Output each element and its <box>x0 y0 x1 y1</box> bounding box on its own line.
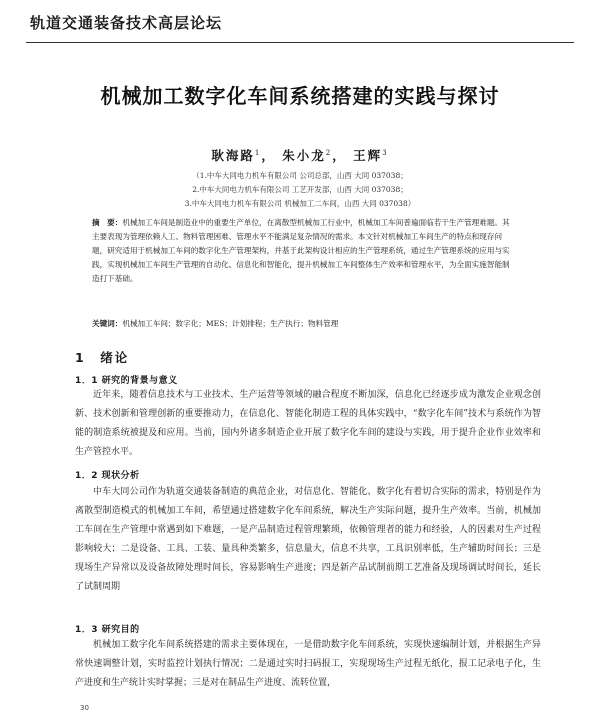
running-header: 轨道交通装备技术高层论坛 <box>30 14 223 32</box>
author-mark: 2 <box>325 148 333 157</box>
author-list <box>0 146 600 164</box>
keywords-label: 关键词： <box>92 319 123 328</box>
author-name: 朱小龙 <box>282 148 326 163</box>
subsection-heading: 1．1 研究的背景与意义 <box>75 376 178 386</box>
subsection-heading: 1．3 研究目的 <box>75 625 140 635</box>
subsection-heading: 1．2 现状分析 <box>75 471 140 481</box>
page-number: 30 <box>80 704 89 712</box>
author-name: 耿海路 <box>211 148 255 163</box>
affiliation-line: （1.中车大同电力机车有限公司 公司总部，山西 大同 037038； <box>192 171 408 180</box>
author-mark: 3 <box>382 148 389 157</box>
body-paragraph: 近年来，随着信息技术与工业技术、生产运营等领域的融合程度不断加深，信息化已经逐步成为激发企业观念创新、技术创新和管理创新的重要推动力，在信息化、智能化制造工程的具体实践中，“数字化车间”技术与系统作为智能的制造系统被提及和应用。当前，国内外诸多制造企业开展了数字化车间的建设与实践，用于提升企业作业效率和生产管控水平。 <box>75 390 541 457</box>
affiliation-line: 2.中车大同电力机车有限公司 工艺开发部，山西 大同 037038； <box>192 185 408 194</box>
author-separator: ， <box>261 148 276 163</box>
body-paragraph: 机械加工数字化车间系统搭建的需求主要体现在，一是借助数字化车间系统，实现快速编制计划，并根据生产异常快速调整计划，实时监控计划执行情况；二是通过实时扫码报工，实现现场生产过程无纸化，报工记录电子化，生产进度和生产统计实时掌握；三是对在制品生产进度、流转位置， <box>75 640 541 688</box>
abstract-text: 机械加工车间是制造业中的重要生产单位，在离散型机械加工行业中，机械加工车间普遍面临若干生产管理难题。其主要表现为管理依赖人工、物料管理困难、管理水平不能满足复杂情况的需求。本文针对机械加工车间生产的特点和现存问题，研究适用于机械加工车间的数字化生产管理架构，并基于此架构设计相应的生产管理系统，通过生产管理系统的应用与实践，实现机械加工车间生产管理的自动化、信息化和智能化，提升机械加工车间整体生产效率和管理水平，为全面实施智能制造打下基础。 <box>92 218 510 283</box>
abstract-label: 摘 要： <box>92 218 123 227</box>
author-mark: 1 <box>254 148 262 157</box>
header-rule <box>26 42 574 43</box>
keywords <box>92 318 512 329</box>
keywords-text: 机械加工车间；数字化；MES；计划排程；生产执行；物料管理 <box>122 319 339 328</box>
affiliation-line: 3.中车大同电力机车有限公司 机械加工二车间，山西 大同 037038） <box>184 199 416 208</box>
author-name: 王辉 <box>353 148 383 163</box>
abstract <box>92 216 512 286</box>
body-paragraph: 中车大同公司作为轨道交通装备制造的典范企业，对信息化、智能化、数字化有着切合实际的需求，特别是作为离散型制造模式的机械加工车间，希望通过搭建数字化车间系统，解决生产实际问题，提升生产效率。当前，机械加工车间在生产管理中常遇到如下难题，一是产品制造过程管理繁琐，依赖管理者的能力和经验，人的因素对生产过程影响较大；二是设备、工具、工装、量具种类繁多，信息量大，信息不共享，工具识别率低，生产辅助时间长；三是现场生产异常以及设备故障处理时间长，容易影响生产进度；四是新产品试制前期工艺准备及现场调试时间长，延长了试制周期 <box>75 487 541 592</box>
section-heading: 1 绪论 <box>75 350 130 365</box>
paper-title: 机械加工数字化车间系统搭建的实践与探讨 <box>100 84 500 108</box>
author-separator: ， <box>332 148 347 163</box>
